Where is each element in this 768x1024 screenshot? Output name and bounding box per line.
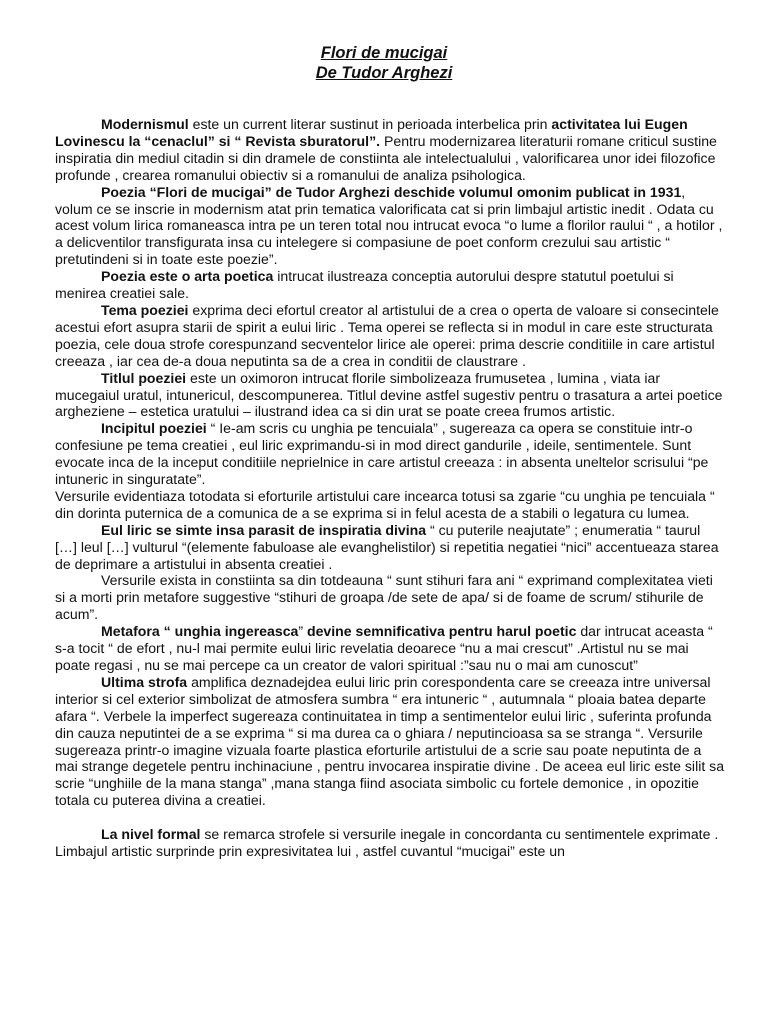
text-run: Versurile exista in constiinta sa din totdeauna “ sunt stihuri fara ani “ exprimand complexitatea vieti si a morti prin metafore suggestive “stihuri de groapa /de sete de apa/ si de foame de scrum/ stihurile de acum”. bbox=[55, 572, 713, 623]
paragraph bbox=[55, 268, 725, 302]
paragraph bbox=[55, 522, 725, 573]
text-run: exprima deci efortul creator al artistului de a crea o operta de valoare si consecintele acestui efort asupra starii de spirit a eului liric . Tema operei se reflecta si in modul in care este structurata poezia, cele doua strofe corespunzand secventelor lirice ale operei: prima descrie conditiile in care artistul creeaza , iar cea de-a doua neputinta sa de a crea in conditii de claustrare . bbox=[55, 301, 719, 369]
bold-phrase: Ultima strofa bbox=[101, 673, 188, 690]
text-run: este un current literar sustinut in perioada interbelica prin bbox=[188, 116, 552, 132]
bold-phrase: Poezia este o arta poetica bbox=[101, 268, 274, 285]
text-run: , volum ce se inscrie in modernism atat prin tematica valorificata cat si prin limbajul artistic inedit . Odata cu acest volum lirica romaneasca intra pe un teren total nou intrucat evoca “o lume a florilor raului “ , a hotilor , a delicventilor transfigurata insa cu intelegere si compasiune de poet conform crezului sau artistic “ pretutindeni si in toate este poezie”. bbox=[55, 183, 723, 268]
paragraph bbox=[55, 623, 725, 674]
text-run: “ Ie-am scris cu unghia pe tencuiala” , sugereaza ca opera se constituie intr-o confesiune pe tema creatiei , eul liric exprimandu-si in mod direct gandurile , ideile, sentimentele. Sunt evocate inca de la inceput conditiile neprielnice in care artistul creeaza : in absenta uneltelor scrisului “pe intuneric in singuratate”. bbox=[55, 420, 709, 488]
paragraph bbox=[55, 302, 725, 370]
bold-phrase: activitatea lui Eugen Lovinescu la “cenaclul” si “ Revista sburatorul”. bbox=[55, 116, 688, 149]
text-run: “ cu puterile neajutate” ; enumeratia “ taurul […] leul […] vulturul “(elemente fabuloase ale evanghelistilor) si repetitia negatiei “nici” accentueaza starea de deprimare a artistului in absenta creatiei . bbox=[55, 521, 719, 572]
text-run: amplifica deznadejdea eului liric prin corespondenta care se creeaza intre universal interior si cel exterior simbolizat de atmosfera sumbra “ era intuneric “ , autumnala “ ploaia batea departe afara “. Verbele la imperfect sugereaza continuitatea in timp a sentimentelor eului liric , suferinta profunda din cauza neputintei de a se exprima “ si ma durea ca o ghiara / neputincioasa sa se stranga “. Versurile sugereaza printr-o imagine vizuala foarte plastica eforturile artistului de a scrie sau poate neputinta de a mai strange degetele pentru inchinaciune , pentru invocarea inspiratie divine . De aceea eul liric este silit sa scrie “unghiile de la mana stanga” ,mana stanga fiind asociata simbolic cu fortele demonice , in opozitie totala cu puterea divina a creatiei. bbox=[55, 673, 725, 809]
paragraph bbox=[55, 826, 725, 860]
bold-phrase: Eul liric se simte insa parasit de inspiratia divina bbox=[101, 521, 427, 538]
text-run: Pentru modernizarea literaturii romane criticul sustine inspiratia din mediul citadin si din dramele de constiinta ale intelectualului , valorificarea unor idei filozofice profunde , crearea romanului obiectiv si a romanului de analiza psihologica. bbox=[55, 132, 717, 183]
paragraph bbox=[55, 116, 725, 184]
bold-phrase: Tema poeziei bbox=[101, 301, 189, 318]
bold-phrase: Modernismul bbox=[101, 116, 189, 132]
bold-phrase: devine semnificativa pentru harul poetic bbox=[306, 623, 577, 640]
bold-phrase: La nivel formal bbox=[101, 826, 201, 843]
text-run: Versurile evidentiaza totodata si eforturile artistului care incearca totusi sa zgarie “cu unghia pe tencuiala “ din dorinta puternica de a comunica de a se exprima si in felul acesta de a stabili o legatura cu lumea. bbox=[55, 487, 715, 521]
paragraph bbox=[55, 674, 725, 809]
paragraph bbox=[55, 420, 725, 488]
text-run: dar intrucat aceasta “ s-a tocit “ de efort , nu-l mai permite eului liric revelatia deoarece “nu a mai crescut” .Artistul nu se mai poate regasi , nu se mai percepe ca un creator de valori spiritual :”sau nu o mai am cunoscut” bbox=[55, 623, 713, 673]
bold-phrase: Metafora “ unghia ingereasca bbox=[101, 623, 299, 640]
paragraph bbox=[55, 370, 725, 421]
text-run: ” bbox=[298, 623, 307, 640]
bold-phrase: Incipitul poeziei bbox=[101, 420, 207, 437]
paragraph bbox=[55, 572, 725, 623]
document-author-line: De Tudor Arghezi bbox=[315, 64, 453, 82]
bold-phrase: Titlul poeziei bbox=[101, 369, 187, 386]
text-run: este un oximoron intrucat florile simbolizeaza frumusetea , lumina , viata iar mucegaiul uratul, intunericul, descompunerea. Titlul devine astfel sugestiv pentru o trasatura a artei poetice argheziene – estetica uratului – ilustrand idea ca si din urat se poate creea frumos artistic. bbox=[55, 369, 723, 420]
document-body bbox=[55, 116, 725, 860]
text-run: se remarca strofele si versurile inegale in concordanta cu sentimentele exprimate . Limbajul artistic surprinde prin expresivitatea lui , astfel cuvantul “mucigai” este un bbox=[55, 826, 719, 859]
document-title: Flori de mucigai bbox=[320, 44, 448, 62]
text-run: intrucat ilustreaza conceptia autorului despre statutul poetului si menirea creatiei sale. bbox=[55, 268, 674, 302]
bold-phrase: Poezia “Flori de mucigai” de Tudor Arghezi deschide volumul omonim publicat in 1931 bbox=[101, 183, 682, 200]
paragraph bbox=[55, 488, 725, 522]
paragraph bbox=[55, 184, 725, 269]
